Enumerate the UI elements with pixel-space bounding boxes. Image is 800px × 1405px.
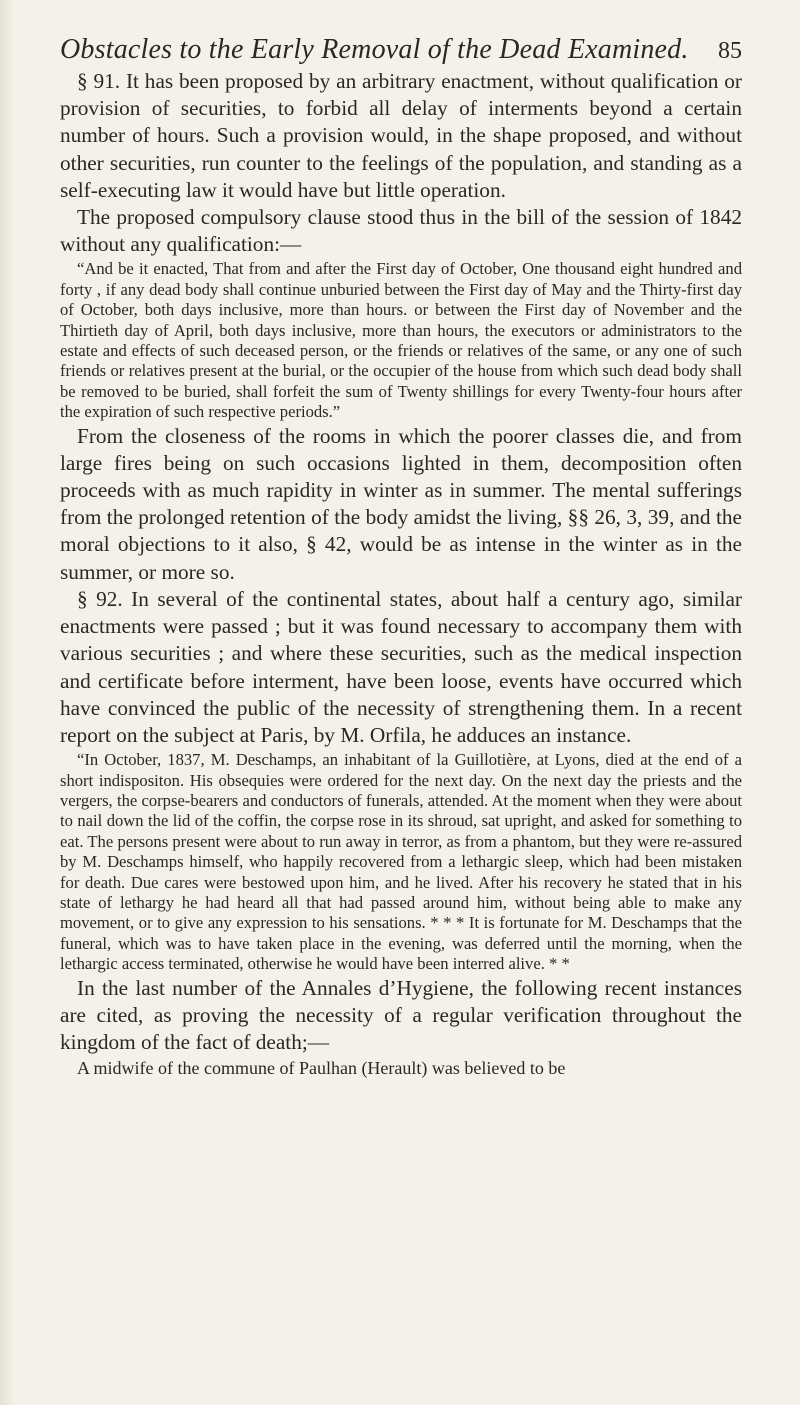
paragraph-midwife: A midwife of the commune of Paulhan (Herault) was believed to be: [77, 1058, 566, 1079]
page-number: 85: [718, 38, 742, 64]
paragraph-annales-hygiene: In the last number of the Annales d’Hygiene, the following recent instances are cited, as proving the necessity of a regular verification throughout the kingdom of the fact of death;—: [60, 975, 742, 1054]
running-title: Obstacles to the Early Removal of the Dead Examined.: [60, 34, 689, 65]
quote-deschamps: “In October, 1837, M. Deschamps, an inhabitant of la Guillotière, at Lyons, died at the end of a short indispositon. His obsequies were ordered for the next day. On the next day the priests and the vergers, the corpse-bearers and conductors of funerals, attended. At the moment when they were about to nail down the lid of the coffin, the corpse rose in its shroud, sat upright, and asked for something to eat. The persons present were about to run away in terror, as from a phantom, but they were re-assured by M. Deschamps himself, who happily recovered from a lethargic sleep, which had been mistaken for death. Due cares were bestowed upon him, and he lived. After his recovery he stated that in his state of lethargy he had heard all that had passed around him, without being able to make any movement, or to give any expression to his sensations. * * * It is fortunate for M. Deschamps that the funeral, which was to have taken place in the evening, was deferred until the morning, when the lethargic access terminated, otherwise he would have been interred alive. * *: [60, 750, 742, 974]
paragraph-section-91: § 91. It has been proposed by an arbitrary enactment, without qualification or provision of securities, to forbid all delay of interments beyond a certain number of hours. Such a provision would, in the shape proposed, and without other securities, run counter to the feelings of the population, and standing as a self-executing law it would have but little operation.: [60, 69, 742, 202]
quote-bill-clause: “And be it enacted, That from and after the First day of October, One thousand eight hundred and forty , if any dead body shall continue unburied between the First day of May and the Thirty-first day of October, both days inclusive, more than hours. or between the First day of November and the Thirtieth day of April, both days inclusive, more than hours, the executors or administrators to the estate and effects of such deceased person, or the friends or relatives of the same, or any one of such friends or relatives present at the burial, or the occupier of the house from which such dead body shall be removed to be buried, shall forfeit the sum of Twenty shillings for every Twenty-four hours after the expiration of such respective periods.”: [60, 259, 742, 422]
paragraph-closeness-of-rooms: From the closeness of the rooms in which the poorer classes die, and from large fires being on such occasions lighted in them, decomposition often proceeds with as much rapidity in winter as in summer. The mental sufferings from the prolonged retention of the body amidst the living, §§ 26, 3, 39, and the moral objections to it also, § 42, would be as intense in the winter as in the summer, or more so.: [60, 423, 742, 584]
paragraph-compulsory-clause: The proposed compulsory clause stood thus in the bill of the session of 1842 without any qualification:—: [60, 205, 742, 257]
running-head: [60, 34, 742, 66]
page-edge-shadow: [0, 0, 14, 1405]
paragraph-section-92: § 92. In several of the continental states, about half a century ago, similar enactments were passed ; but it was found necessary to accompany them with various securities ; and where these securities, such as the medical inspection and certificate before interment, have been loose, events have occurred which have convinced the public of the necessity of strengthening them. In a recent report on the subject at Paris, by M. Orfila, he adduces an instance.: [60, 586, 742, 747]
